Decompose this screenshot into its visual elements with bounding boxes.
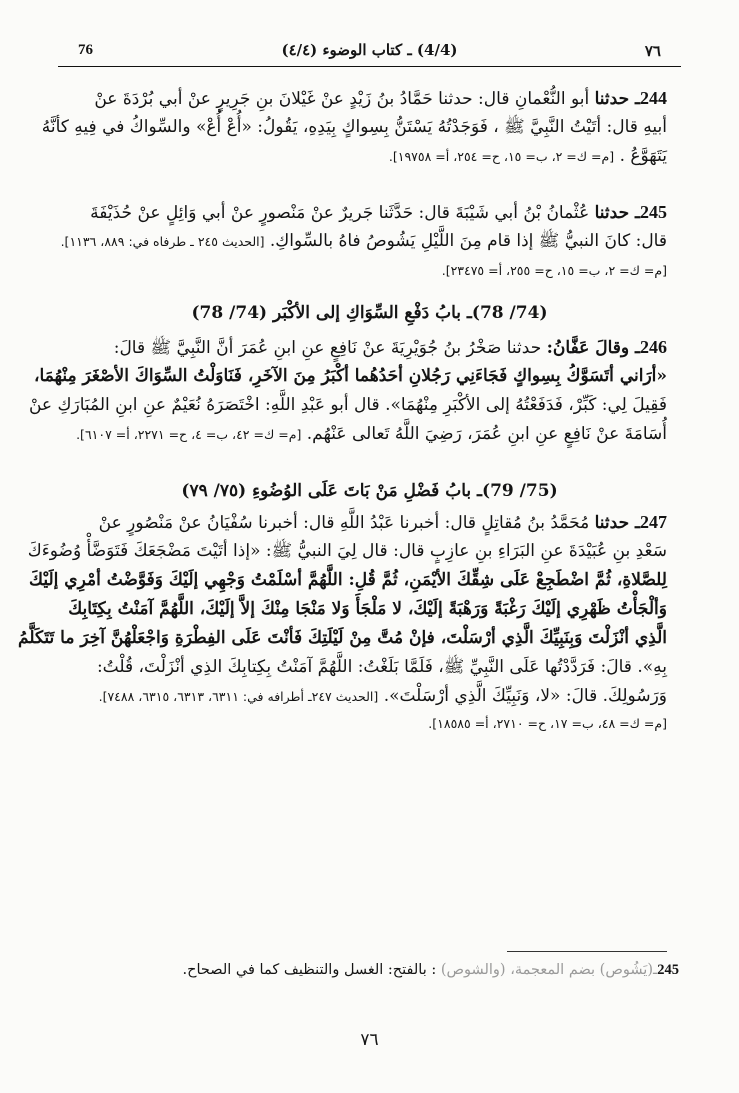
hadith-text: بِهِ». قالَ: فَرَدَّدْتُها عَلَى النَّبِيِّ ﷺ، فَلَمَّا بَلَغْتُ: اللَّهُمَّ آمَنْتُ بِكِتابِكَ الذِي أنْزَلْتَ، قُلْتُ: — [96, 657, 667, 677]
hadith-line — [28, 391, 667, 420]
hadith-line — [72, 142, 667, 171]
hadith-text: سَعْدِ بنِ عُبَيْدَةَ عنِ البَرَاءِ بنِ عازِبٍ قال: قال لِيَ النبيُّ ﷺ: «إذا أتَيْتَ مَضْجَعَكَ فَتَوَضَّأْ وُضُوءَكَ — [27, 541, 667, 561]
hadith-line — [72, 508, 667, 537]
reference: [م= ك= ٤٨، ب= ١٧، ح= ٢٧١٠، أ= ١٨٥٨٥]. — [428, 716, 667, 731]
hadith-line — [72, 256, 667, 285]
hadith-text: قال: كانَ النبيُّ ﷺ إذا قام مِنَ اللَّيْلِ يَشُوصُ فاهُ بالسِّواكِ. — [269, 231, 667, 251]
hadith-text: حدثنا صَخْرُ بنُ جُوَيْرِيَةَ عنْ نَافِعٍ عنِ ابنِ عُمَرَ أنَّ النَّبِيَّ ﷺ قالَ: — [113, 338, 547, 358]
page-number-arabic: ٧٦ — [644, 44, 661, 60]
running-header — [58, 38, 681, 64]
page-number-footer: ٧٦ — [360, 1030, 379, 1050]
narration-marker: ـ حدثنا — [594, 513, 640, 533]
reference: [م= ك= ٢، ب= ١٥، ح= ٢٥٥، أ= ٢٣٤٧٥]. — [441, 263, 667, 278]
footnote-text: : بالفتح: الغسل والتنظيف كما في الصحاح. — [182, 962, 441, 978]
hadith-line — [68, 595, 667, 624]
chapter-heading: (74/ 78)ـ بابُ دَفْعِ السِّوَاكِ إلى الأكْبَر (74/ 78) — [191, 303, 548, 323]
footnote-faded-text: ـ(يَشُوص) بضم المعجمة، (والشوص) — [440, 962, 658, 978]
hadith-number: 244 — [640, 88, 667, 108]
narration-marker: ـ وقالَ عَفَّانُ: — [546, 338, 640, 358]
hadith-text: يَتَهَوَّعُ . — [619, 146, 667, 166]
hadith-number: 247 — [640, 512, 667, 532]
running-title: (4/4) ـ كتاب الوضوء (٤/٤) — [281, 41, 458, 59]
footnote-rule — [507, 951, 667, 952]
hadith-line — [29, 566, 667, 595]
page-number-latin: 76 — [78, 42, 93, 58]
hadith-text: الَّذِي أنْزَلْتَ وَبِنَبِيِّكَ الَّذِي أرْسَلْتَ، فإنْ مُتَّ مِنْ لَيْلَتِكَ فَأنْتَ عَلَى الفِطْرَةِ وَاجْعَلْهُنَّ آخِرَ ما تَتَكَلَّمُ — [18, 628, 667, 648]
chapter-heading: (75/ 79)ـ بابُ فَضْلِ مَنْ بَاتَ عَلَى الوُضُوءِ (٧٥/ ٧٩) — [181, 481, 558, 501]
hadith-text: وَرَسُولِكَ. قالَ: «لا، وَنَبِيِّكَ الَّذِي أرْسَلْتَ». — [383, 686, 667, 706]
hadith-245 — [60, 198, 667, 285]
hadith-line — [18, 624, 667, 653]
reference: [الحديث ٢٤٧ـ أطرافه في: ٦٣١١، ٦٣١٣، ٦٣١٥، ٧٤٨٨]. — [98, 689, 379, 704]
hadith-line — [72, 711, 667, 735]
hadith-line — [72, 333, 667, 362]
hadith-number: 246 — [640, 337, 667, 357]
hadith-line — [72, 198, 667, 227]
narration-marker: ـ حدثنا — [594, 89, 640, 109]
reference: [م= ك= ٢، ب= ١٥، ح= ٢٥٤، أ= ١٩٧٥٨]. — [388, 149, 615, 164]
hadith-text: «أرَاني أتَسَوَّكُ بِسِواكٍ فَجَاءَنِي رَجُلانِ أحَدُهُما أكْبَرُ مِنَ الآخَرِ، فَنَاوَلْتُ السِّوَاكَ الأصْغَرَ مِنْهُمَا، — [34, 366, 667, 386]
hadith-text: وَألْجَأْتُ ظَهْرِي إلَيْكَ رَغْبَةً وَرَهْبَةً إلَيْكَ، لا مَلْجَأَ وَلا مَنْجَا مِنْكَ إلاَّ إلَيْكَ، اللَّهُمَّ آمَنْتُ بِكِتَابِكَ — [68, 599, 667, 619]
hadith-line — [72, 682, 667, 711]
hadith-line — [72, 420, 667, 449]
footnote-number: 245 — [657, 962, 679, 978]
hadith-text: أبو النُّعْمانِ قال: حدثنا حَمَّادُ بنُ زَيْدٍ عنْ غَيْلانَ بنِ جَرِيرٍ عنْ أبي بُرْدَةَ عنْ — [94, 89, 595, 109]
hadith-text: عُثْمانُ بْنُ أبي شَيْبَةَ قال: حَدَّثَنا جَريرٌ عنْ مَنْصورٍ عنْ أبي وَائِلٍ عنْ حُذَيْفَةَ — [90, 203, 595, 223]
hadith-text: أبيهِ قال: أتَيْتُ النَّبِيَّ ﷺ ، فَوَجَدْتُهُ يَسْتَنُّ بِسِواكٍ بِيَدِهِ، يَقُولُ: «أُعْ أُعْ» والسِّواكُ في فِيهِ كأنَّهُ — [41, 117, 667, 137]
footnote — [60, 958, 679, 982]
hadith-244 — [41, 84, 667, 171]
hadith-text: أُسَامَةَ عنْ نَافِعٍ عنِ ابنِ عُمَرَ، رَضِيَ اللَّهُ تَعالى عَنْهُم. — [306, 424, 667, 444]
header-rule — [58, 66, 681, 67]
hadith-line — [41, 113, 667, 142]
reference: [م= ك= ٤٢، ب= ٤، ح= ٢٢٧١، أ= ٦١٠٧]. — [76, 427, 302, 442]
hadith-line — [72, 653, 667, 682]
reference: [الحديث ٢٤٥ ـ طرفاه في: ٨٨٩، ١١٣٦]. — [60, 234, 265, 249]
hadith-text: لِلصَّلاةِ، ثُمَّ اضْطَجِعْ عَلَى شِقِّكَ الأيْمَنِ، ثُمَّ قُلِ: اللَّهُمَّ أسْلَمْتُ وَجْهِي إلَيْكَ وَفَوَّضْتُ أمْرِي إلَيْكَ — [29, 570, 667, 590]
hadith-line — [34, 362, 667, 391]
hadith-line — [27, 537, 667, 566]
hadith-line — [60, 227, 667, 256]
hadith-247 — [18, 508, 667, 735]
hadith-text: فَقِيلَ لِي: كَبِّرْ، فَدَفَعْتُهُ إلى الأكْبَرِ مِنْهُمَا». قال أبو عَبْدِ اللَّهِ: اخْتَصَرَهُ نُعَيْمٌ عنِ ابنِ المُبَارَكِ عنْ — [28, 395, 667, 415]
hadith-line — [72, 84, 667, 113]
hadith-text: مُحَمَّدُ بنُ مُقاتِلٍ قال: أخبرنا عَبْدُ اللَّهِ قال: أخبرنا سُفْيَانُ عنْ مَنْصُورٍ عنْ — [98, 513, 595, 533]
hadith-number: 245 — [640, 202, 667, 222]
hadith-246 — [28, 333, 667, 449]
narration-marker: ـ حدثنا — [594, 203, 640, 223]
